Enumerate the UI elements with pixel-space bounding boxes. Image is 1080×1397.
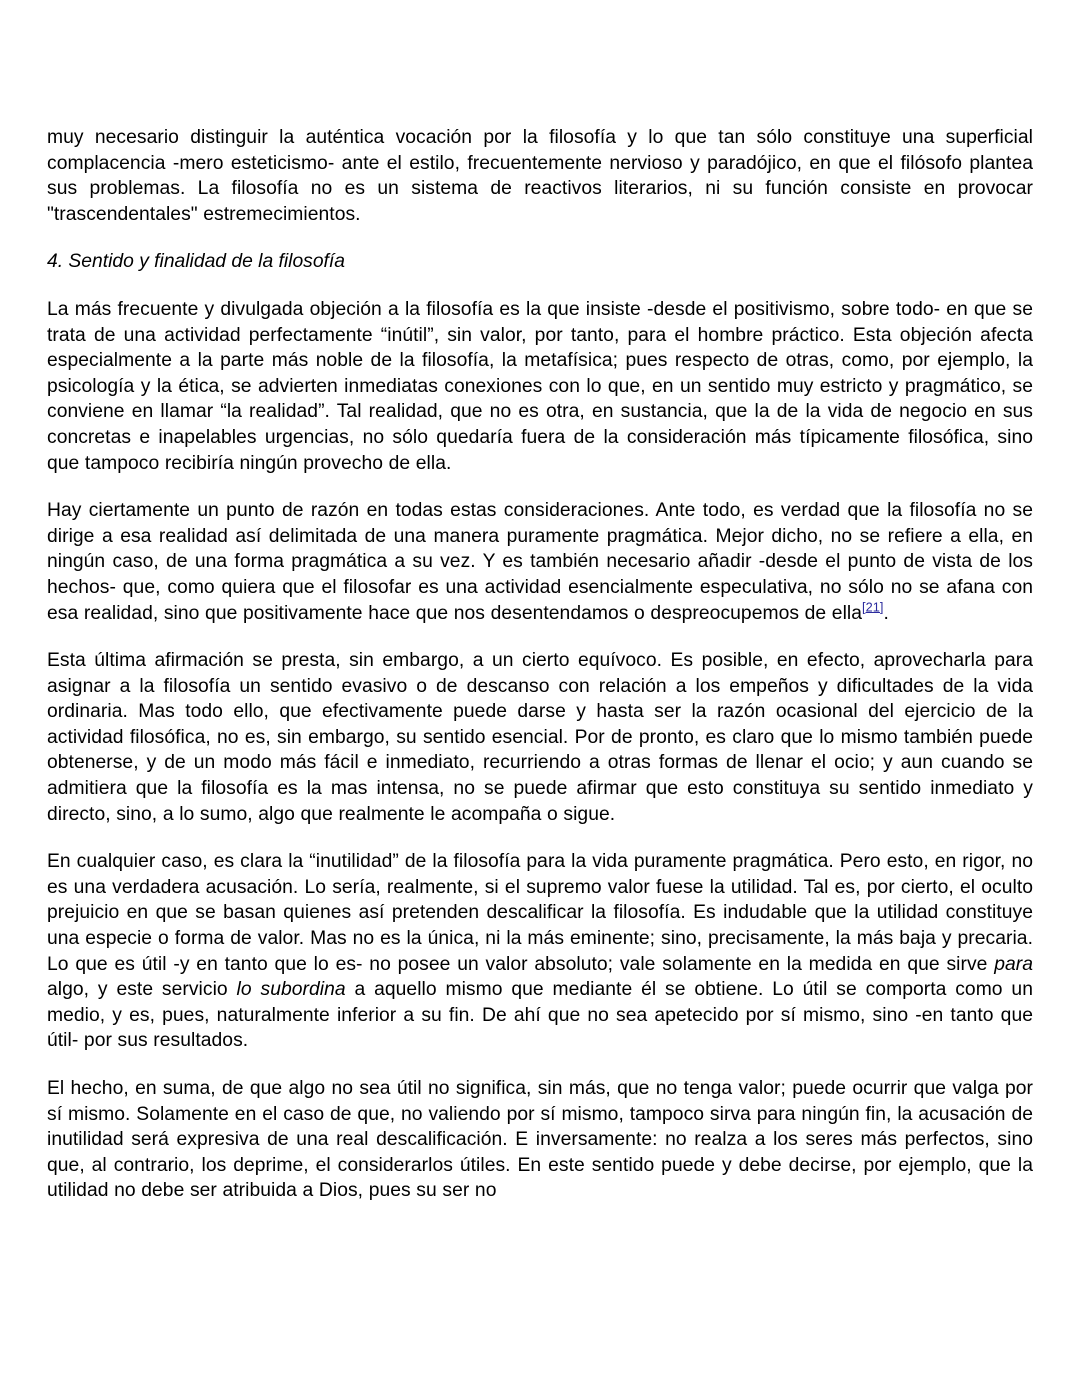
- paragraph-uselessness-part-1: En cualquier caso, es clara la “inutilidad” de la filosofía para la vida puramente pragmática. Pero esto, en rigor, no es una verdadera acusación. Lo sería, realmente, si el supremo valor fuese la utilidad. Tal es, por cierto, el oculto prejuicio en que se basan quienes así pretenden descalificar la filosofía. Es indudable que la utilidad constituye una especie o forma de valor. Mas no es la única, ni la más eminente; sino, precisamente, la más baja y precaria. Lo que es útil -y en tanto que lo es- no posee un valor absoluto; vale solamente en la medida en que sirve: [47, 851, 1033, 975]
- emphasis-para: para: [994, 953, 1033, 975]
- paragraph-uselessness: [47, 849, 1033, 1054]
- paragraph-reason: [47, 498, 1033, 626]
- footnote-ref-21[interactable]: [21]: [862, 599, 884, 615]
- paragraph-uselessness-part-2: algo, y este servicio: [47, 979, 237, 1001]
- paragraph-equivocation: Esta última afirmación se presta, sin embargo, a un cierto equívoco. Es posible, en efecto, aprovecharla para asignar a la filosofía un sentido evasivo o de descanso con relación a los empeños y dificultades de la vida ordinaria. Mas todo ello, que efectivamente puede darse y hasta ser la razón ocasional del ejercicio de la actividad filosófica, no es, sin embargo, su sentido esencial. Por de pronto, es claro que lo mismo también puede obtenerse, y de un modo más fácil e inmediato, recurriendo a otras formas de llenar el ocio; y aun cuando se admitiera que la filosofía es la mas intensa, no se puede afirmar que esto constituya su sentido inmediato y directo, sino, a lo sumo, algo que realmente le acompaña o sigue.: [47, 650, 1033, 825]
- paragraph-continuation: muy necesario distinguir la auténtica vocación por la filosofía y lo que tan sólo constituye una superficial complacencia -mero esteticismo- ante el estilo, frecuentemente nervioso y paradójico, en que el filósofo plantea sus problemas. La filosofía no es un sistema de reactivos literarios, ni su función consiste en provocar "trascendentales" estremecimientos.: [47, 127, 1033, 225]
- paragraph-reason-text-end: .: [883, 602, 889, 624]
- paragraph-reason-text-start: Hay ciertamente un punto de razón en todas estas consideraciones. Ante todo, es verdad que la filosofía no se dirige a esa realidad así delimitada de una manera puramente pragmática. Mejor dicho, no se refiere a ella, en ningún caso, de una forma pragmática a su vez. Y es también necesario añadir -desde el punto de vista de los hechos- que, como quiera que el filosofar es una actividad esencialmente especulativa, no sólo no se afana con esa realidad, sino que positivamente hace que nos desentendamos o despreocupemos de ella: [47, 500, 1033, 624]
- section-heading-4: 4. Sentido y finalidad de la filosofía: [47, 251, 345, 273]
- paragraph-conclusion: El hecho, en suma, de que algo no sea útil no significa, sin más, que no tenga valor; puede ocurrir que valga por sí mismo. Solamente en el caso de que, no valiendo por sí mismo, tampoco sirva para ningún fin, la acusación de inutilidad será expresiva de una real descalificación. E inversamente: no realza a los seres más perfectos, sino que, al contrario, los deprime, el considerarlos útiles. En este sentido puede y debe decirse, por ejemplo, que la utilidad no debe ser atribuida a Dios, pues su ser no: [47, 1078, 1033, 1202]
- document-body: [47, 125, 1033, 1204]
- paragraph-objection: La más frecuente y divulgada objeción a la filosofía es la que insiste -desde el positivismo, sobre todo- en que se trata de una actividad perfectamente “inútil”, sin valor, por tanto, para el hombre práctico. Esta objeción afecta especialmente a la parte más noble de la filosofía, la metafísica; pues respecto de otras, como, por ejemplo, la psicología y la ética, se advierten inmediatas conexiones con lo que, en un sentido muy estricto y pragmático, se conviene en llamar “la realidad”. Tal realidad, que no es otra, en sustancia, que la de la vida de negocio en sus concretas e inapelables urgencias, no sólo quedaría fuera de la consideración más típicamente filosófica, sino que tampoco recibiría ningún provecho de ella.: [47, 298, 1033, 474]
- paragraph-uselessness-part-3: a aquello mismo que mediante él se obtiene. Lo útil se comporta como un medio, y es, pues, naturalmente inferior a su fin. De ahí que no sea apetecido por sí mismo, sino -en tanto que útil- por sus resultados.: [47, 979, 1033, 1052]
- emphasis-lo-subordina: lo subordina: [236, 979, 346, 1001]
